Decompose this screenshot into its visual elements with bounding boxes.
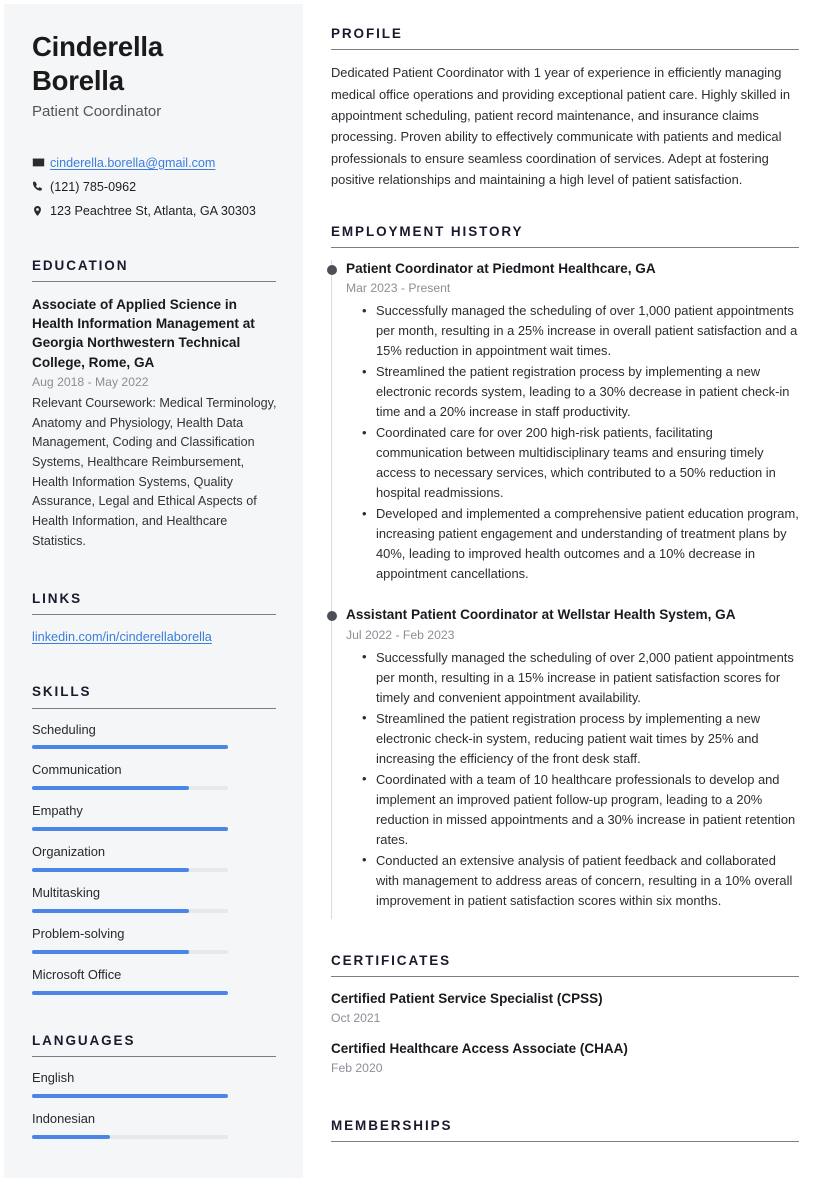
- education-date: Aug 2018 - May 2022: [32, 374, 149, 389]
- language-item: [32, 1110, 232, 1139]
- skill-label: Scheduling: [32, 721, 96, 737]
- timeline-dot-icon: [327, 611, 337, 621]
- language-level-fill: [32, 1094, 228, 1099]
- employment-role: Patient Coordinator at Piedmont Healthcare, GA: [346, 260, 656, 276]
- skill-level-fill: [32, 827, 228, 832]
- skill-item: [32, 761, 232, 790]
- languages-section: [32, 1033, 273, 1139]
- employment-timeline: [331, 260, 801, 919]
- languages-list: [32, 1069, 273, 1139]
- employment-entry: [346, 260, 801, 592]
- employment-date: Jul 2022 - Feb 2023: [346, 627, 455, 642]
- location-pin-icon: [32, 203, 50, 218]
- link-item-linkedin[interactable]: linkedin.com/in/cinderellaborella: [32, 630, 212, 645]
- skill-level-fill: [32, 991, 228, 996]
- education-description: Relevant Coursework: Medical Terminology, Anatomy and Physiology, Health Data Management, Coding and Classification Systems, Healthcare Reimbursement, Health Information Systems, Quality Assurance, Legal and Ethical Aspects of Health Information, and Healthcare Statistics.: [32, 396, 277, 548]
- languages-heading: LANGUAGES: [32, 1033, 276, 1057]
- skill-label: Communication: [32, 762, 122, 778]
- employment-bullet: • Streamlined the patient registration process by implementing a new electronic records system, leading to a 30% decrease in patient check-in time and a 20% increase in staff productivity.: [374, 362, 801, 422]
- skill-item: [32, 925, 232, 954]
- employment-bullet: • Successfully managed the scheduling of over 2,000 patient appointments per month, resulting in a 15% increase in patient satisfaction scores for timely and convenient appointment availability.: [374, 648, 801, 708]
- language-level-track: [32, 1094, 228, 1099]
- skill-label: Multitasking: [32, 885, 101, 901]
- employment-bullet: • Coordinated care for over 200 high-risk patients, facilitating communication between multidisciplinary teams and ensuring timely access to necessary services, which contributed to a 50% reduction in hospital readmissions.: [374, 423, 801, 503]
- contact-address-row: [32, 203, 273, 220]
- skills-section: [32, 684, 273, 995]
- employment-heading: EMPLOYMENT HISTORY: [331, 224, 799, 248]
- links-section: [32, 591, 273, 646]
- contact-block: [32, 155, 273, 220]
- employment-bullet: • Successfully managed the scheduling of over 1,000 patient appointments per month, resulting in a 25% increase in overall patient satisfaction and a 15% reduction in appointment wait times.: [374, 301, 801, 361]
- employment-date: Mar 2023 - Present: [346, 281, 451, 296]
- phone-icon: [32, 179, 50, 193]
- phone-value: (121) 785-0962: [50, 179, 137, 194]
- language-label: Indonesian: [32, 1111, 96, 1127]
- timeline-dot-icon: [327, 265, 337, 275]
- skill-item: [32, 966, 232, 995]
- certificate-title: Certified Healthcare Access Associate (CHAA): [331, 1041, 628, 1057]
- main-column: [331, 26, 801, 1142]
- skill-level-track: [32, 827, 228, 832]
- sidebar: [4, 4, 303, 1178]
- skills-list: [32, 721, 273, 995]
- employment-section: [331, 224, 801, 919]
- certificates-list: [331, 990, 801, 1078]
- employment-role: Assistant Patient Coordinator at Wellstar Health System, GA: [346, 607, 736, 623]
- skill-item: [32, 843, 232, 872]
- language-level-fill: [32, 1135, 110, 1140]
- education-degree: Associate of Applied Science in Health Information Management at Georgia Northwestern Technical College, Rome, GA: [32, 296, 255, 370]
- profile-heading: PROFILE: [331, 26, 799, 50]
- skill-item: [32, 721, 232, 750]
- contact-phone-row: [32, 179, 273, 196]
- skill-level-track: [32, 909, 228, 914]
- skill-level-track: [32, 950, 228, 955]
- skill-level-track: [32, 991, 228, 996]
- profile-text: Dedicated Patient Coordinator with 1 year of experience in efficiently managing medical office operations and providing exceptional patient care. Highly skilled in appointment scheduling, patient record maintenance, and insurance claims processing. Proven ability to effectively communicate with patients and medical professionals to ensure seamless coordination of services. Adept at fostering positive relationships and maintaining a high level of patient satisfaction.: [331, 65, 791, 188]
- first-name: Cinderella: [32, 31, 163, 62]
- address-value: 123 Peachtree St, Atlanta, GA 30303: [50, 203, 256, 218]
- certificate-title: Certified Patient Service Specialist (CPSS): [331, 990, 603, 1006]
- email-link[interactable]: cinderella.borella@gmail.com: [50, 155, 216, 170]
- employment-bullet: • Coordinated with a team of 10 healthcare professionals to develop and implement an improved patient follow-up program, leading to a 20% reduction in missed appointments and a 30% increase in patient retention rates.: [374, 770, 801, 850]
- skill-level-track: [32, 745, 228, 750]
- employment-entry: [346, 606, 801, 918]
- skill-level-fill: [32, 786, 189, 791]
- certificate-item: [331, 1040, 801, 1077]
- envelope-icon: [32, 155, 50, 169]
- skill-level-track: [32, 868, 228, 873]
- employment-bullets: [346, 301, 801, 584]
- job-title: Patient Coordinator: [32, 103, 162, 121]
- links-heading: LINKS: [32, 591, 276, 615]
- employment-bullet: • Conducted an extensive analysis of patient feedback and collaborated with management to address areas of concern, resulting in a 10% overall improvement in patient satisfaction scores within six months.: [374, 851, 801, 911]
- skill-level-track: [32, 786, 228, 791]
- certificates-heading: CERTIFICATES: [331, 953, 799, 977]
- skill-level-fill: [32, 950, 189, 955]
- skill-level-fill: [32, 868, 189, 873]
- language-label: English: [32, 1070, 75, 1086]
- skill-item: [32, 802, 232, 831]
- profile-section: [331, 26, 801, 191]
- skill-label: Microsoft Office: [32, 967, 122, 983]
- skill-label: Empathy: [32, 803, 83, 819]
- skill-label: Organization: [32, 844, 106, 860]
- skill-item: [32, 884, 232, 913]
- education-section: [32, 257, 277, 552]
- contact-email-row: [32, 155, 273, 172]
- certificate-item: [331, 990, 801, 1027]
- employment-bullets: [346, 648, 801, 911]
- language-level-track: [32, 1135, 228, 1140]
- education-item: [32, 295, 277, 551]
- education-heading: EDUCATION: [32, 258, 276, 282]
- employment-bullet: • Developed and implemented a comprehensive patient education program, increasing patient engagement and understanding of treatment plans by 40%, leading to improved health outcomes and a 10% decrease in appointment cancellations.: [374, 504, 801, 584]
- skill-label: Problem-solving: [32, 926, 125, 942]
- memberships-section: [331, 1118, 801, 1142]
- last-name: Borella: [32, 64, 124, 96]
- skills-heading: SKILLS: [32, 684, 276, 708]
- skill-level-fill: [32, 909, 189, 914]
- skill-level-fill: [32, 745, 228, 750]
- certificate-date: Feb 2020: [331, 1061, 383, 1076]
- certificate-date: Oct 2021: [331, 1011, 381, 1026]
- candidate-name-block: [32, 30, 273, 122]
- certificates-section: [331, 953, 801, 1078]
- language-item: [32, 1069, 232, 1098]
- memberships-heading: MEMBERSHIPS: [331, 1118, 799, 1142]
- employment-bullet: • Streamlined the patient registration process by implementing a new electronic check-in system, reducing patient wait times by 25% and increasing the efficiency of the front desk staff.: [374, 709, 801, 769]
